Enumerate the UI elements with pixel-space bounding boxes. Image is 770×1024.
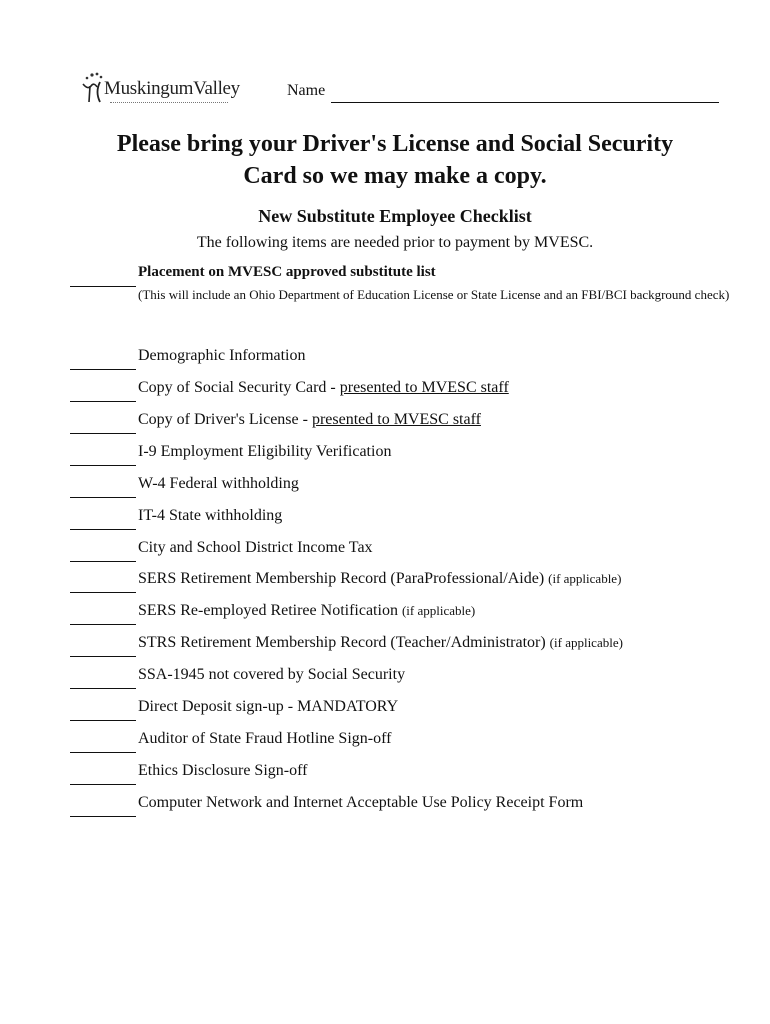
name-label: Name — [287, 82, 326, 99]
item-qualifier: (if applicable) — [548, 571, 622, 586]
organization-logo — [78, 70, 258, 110]
logo-text: MuskingumValley — [104, 78, 240, 99]
name-field[interactable] — [331, 102, 719, 103]
item-label: Copy of Driver's License - presented to MVESC staff — [138, 411, 481, 428]
item-qualifier: (if applicable) — [401, 603, 476, 618]
item-emphasis: presented to MVESC staff — [339, 379, 509, 396]
checkbox-blank[interactable] — [70, 561, 136, 562]
checklist-title: New Substitute Employee Checklist — [258, 206, 532, 226]
checkbox-blank[interactable] — [70, 401, 136, 402]
item-label: SSA-1945 not covered by Social Security — [138, 666, 406, 683]
checkbox-blank[interactable] — [70, 784, 136, 785]
item-label: IT-4 State withholding — [138, 507, 283, 524]
checkbox-blank[interactable] — [70, 465, 136, 466]
item-label: SERS Re-employed Retiree Notification (if applicable) — [138, 602, 476, 619]
item-label: Demographic Information — [138, 347, 306, 364]
checkbox-blank[interactable] — [70, 369, 136, 370]
checkbox-blank[interactable] — [70, 529, 136, 530]
checkbox-blank[interactable] — [70, 656, 136, 657]
item-label: Computer Network and Internet Acceptable Use Policy Receipt Form — [138, 794, 584, 811]
checkbox-blank[interactable] — [70, 624, 136, 625]
intro-text: The following items are needed prior to payment by MVESC. — [196, 234, 594, 251]
checkbox-blank[interactable] — [70, 688, 136, 689]
item-label: Placement on MVESC approved substitute list — [138, 264, 436, 280]
checkbox-blank[interactable] — [70, 497, 136, 498]
item-emphasis: presented to MVESC staff — [311, 411, 481, 428]
checkbox-blank[interactable] — [70, 752, 136, 753]
checkbox-blank[interactable] — [70, 720, 136, 721]
logo-underline — [110, 102, 228, 103]
item-qualifier: (if applicable) — [549, 635, 623, 650]
item-note: (This will include an Ohio Department of Education License or State License and an FBI/BCI background check) — [138, 287, 730, 302]
checkbox-blank[interactable] — [70, 816, 136, 817]
item-label: STRS Retirement Membership Record (Teacher/Administrator) (if applicable) — [138, 634, 623, 651]
item-label: SERS Retirement Membership Record (ParaProfessional/Aide) (if applicable) — [138, 570, 622, 587]
page-title — [40, 128, 750, 192]
item-label: I-9 Employment Eligibility Verification — [138, 443, 392, 460]
checkbox-blank[interactable] — [70, 592, 136, 593]
checkbox-blank[interactable] — [70, 286, 136, 287]
item-label: Copy of Social Security Card - presented to MVESC staff — [138, 379, 509, 396]
page-title-line-2: Card so we may make a copy. — [243, 163, 547, 189]
item-label: Auditor of State Fraud Hotline Sign-off — [138, 730, 392, 747]
checkbox-blank[interactable] — [70, 433, 136, 434]
item-label: W-4 Federal withholding — [138, 475, 299, 492]
item-label: Ethics Disclosure Sign-off — [138, 762, 308, 779]
page-title-line-1: Please bring your Driver's License and Social Security — [116, 131, 674, 157]
item-label: City and School District Income Tax — [138, 539, 373, 556]
item-label: Direct Deposit sign-up - MANDATORY — [138, 698, 399, 715]
